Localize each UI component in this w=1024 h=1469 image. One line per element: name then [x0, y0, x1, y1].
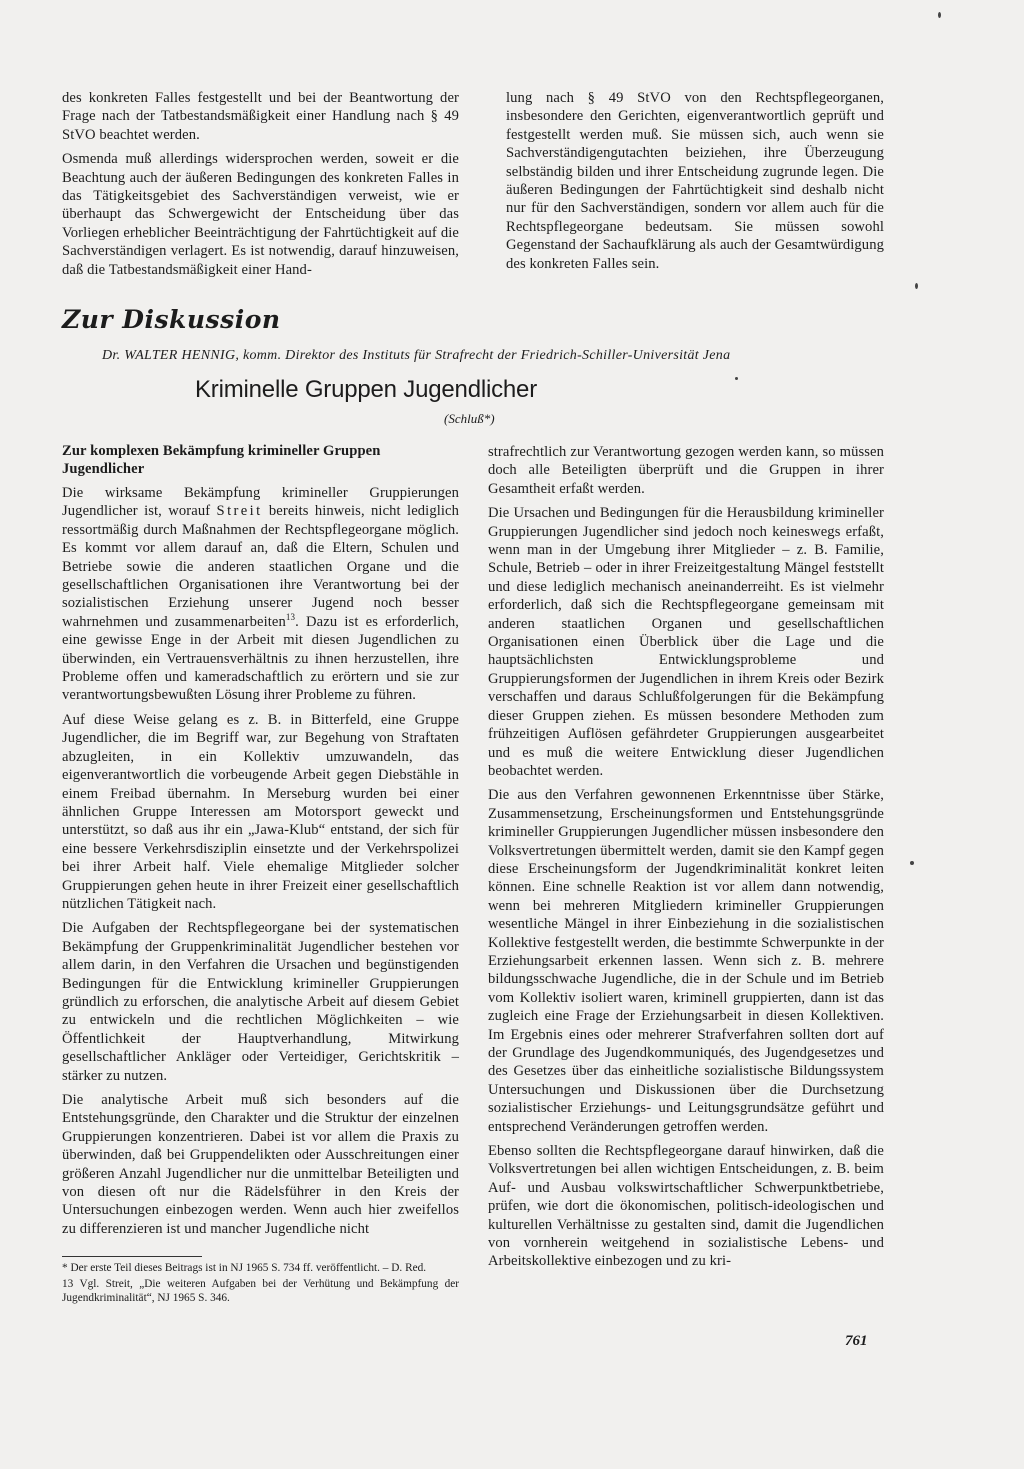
footnote-reference: 13 — [285, 611, 296, 622]
paragraph: Die analytische Arbeit muß sich besonders auf die Entstehungsgründe, den Charakter und die Struktur der einzelnen Gruppierungen konzentrieren. Dabei ist vor allem die Praxis zu überwinden, daß bei Gruppendelikten oder Ausschreitungen einer größeren Anzahl Jugendlicher nur die unmittelbar Beteiligten und von diesen oft nur die Rädelsführer in den Kreis der Untersuchungen einbezogen werden. Wenn auch hier zweifellos zu differenzieren ist und mancher Jugendliche nicht — [62, 1092, 459, 1237]
paragraph: Die aus den Verfahren gewonnenen Erkenntnisse über Stärke, Zusammensetzung, Erscheinungsformen und Entstehungsgründe krimineller Gruppierungen Jugendlicher müssen insbesondere den Volksvertretungen übermittelt werden, damit sie den Kampf gegen diese Erscheinungsform der Jugendkriminalität konkret leiten können. Eine schnelle Reaktion ist vor allem dann notwendig, wenn bei mehreren Mitgliedern krimineller Gruppierungen wesentliche Mängel in ihrer Einbeziehung in die sozialistischen Kollektive festgestellt werden, die bestimmte Schwerpunkte in der Erziehungsarbeit erkennen lassen. Wenn sich z. B. mehrere bildungsschwache Jugendliche, die in der Schule und im Betrieb vom Kollektiv isoliert waren, kriminell gruppierten, dann ist das zugleich eine Frage der Erziehungsarbeit in diesen Kollektiven. Im Ergebnis eines oder mehrerer Strafverfahren sollten dort auf der Grundlage des Jugendkommuniqués, des Jugendgesetzes und des Gesetzes über das einheitliche sozialistische Bildungssystem Untersuchungen und Diskussionen über die Durchsetzung sozialistischer Erziehungs- und Leitungsgrundsätze geführt und entsprechend Veränderungen getroffen werden. — [488, 787, 884, 1135]
top-right-column — [506, 89, 884, 273]
subheading: Zur komplexen Bekämpfung krimineller Gruppen Jugendlicher — [62, 443, 381, 477]
scan-speck — [735, 377, 738, 380]
paragraph: Die Aufgaben der Rechtspflegeorgane bei der systematischen Bekämpfung der Gruppenkriminalität Jugendlicher bestehen vor allem darin, in den Verfahren die Ursachen und begünstigenden Bedingungen für die Entwicklung krimineller Gruppierungen gründlich zu erforschen, die analytische Arbeit auf diesem Gebiet zu entwickeln und die rechtlichen Möglichkeiten – wie Öffentlichkeit der Hauptverhandlung, Mitwirkung gesellschaftlicher Ankläger oder Verteidiger, Gerichtskritik – stärker zu nutzen. — [62, 920, 459, 1084]
main-right-column — [488, 443, 884, 1271]
scan-speck — [938, 12, 941, 18]
article-title: Kriminelle Gruppen Jugendlicher — [195, 376, 537, 403]
footnotes — [62, 1262, 459, 1305]
footnote: 13 Vgl. Streit, „Die weiteren Aufgaben bei der Verhütung und Bekämpfung der Jugendkriminalität“, NJ 1965 S. 346. — [62, 1278, 459, 1304]
paragraph: Ebenso sollten die Rechtspflegeorgane darauf hinwirken, daß die Volksvertretungen bei allen wichtigen Entscheidungen, z. B. beim Auf- und Ausbau volkswirtschaftlicher Schwerpunktbetriebe, prüfen, wie dort die ökonomischen, politisch-ideologischen und kulturellen Verhältnisse zu gestalten sind, damit die Jugendlichen von vornherein weitgehend in sozialistische Lebens- und Arbeitskollektive einbezogen und zu kri- — [488, 1143, 884, 1270]
top-left-column — [62, 89, 459, 279]
paragraph: Osmenda muß allerdings widersprochen werden, soweit er die Beachtung auch der äußeren Bedingungen des konkreten Falles in das Tätigkeitsgebiet des Sachverständigen verweist, wie er überhaupt das Schwergewicht der Entscheidung über das Vorliegen erheblicher Beeinträchtigung der Fahrtüchtigkeit auf die Sachverständigen verlagert. Es ist notwendig, darauf hinzuweisen, daß die Tatbestandsmäßigkeit einer Hand- — [62, 151, 459, 278]
paragraph: des konkreten Falles festgestellt und bei der Beantwortung der Frage nach der Tatbestandsmäßigkeit einer Handlung nach § 49 StVO beachtet werden. — [62, 90, 459, 143]
author-byline: Dr. WALTER HENNIG, komm. Direktor des Instituts für Strafrecht der Friedrich-Schiller-Universität Jena — [102, 348, 731, 363]
footnote-divider — [62, 1256, 202, 1257]
paragraph: strafrechtlich zur Verantwortung gezogen werden kann, so müssen doch alle Beteiligten überprüft und die Gruppen in ihrer Gesamtheit erfaßt werden. — [488, 444, 884, 497]
paragraph: Die Ursachen und Bedingungen für die Herausbildung krimineller Gruppierungen Jugendlicher sind jedoch noch keineswegs erfaßt, wenn man in der Umgebung ihrer Mitglieder – z. B. Familie, Schule, Betrieb – oder in ihrer Freizeitgestaltung Mängel feststellt und diese lediglich mechanisch aneinanderreiht. Es ist vielmehr erforderlich, daß sich die Rechtspflegeorgane gemeinsam mit anderen staatlichen Organen und gesellschaftlichen Organisationen einen Überblick über die Lage und die hauptsächlichsten Entwicklungsprobleme und Gruppierungsformen der Jugendlichen in ihrem Kreis oder Bezirk verschaffen und daraus Schlußfolgerungen für die Bekämpfung dieser Gruppen ziehen. Es müssen besondere Methoden zum frühzeitigen Auflösen gefährdeter Gruppierungen ausgearbeitet und es muß die weitere Entwicklung dieser Jugendlichen beobachtet werden. — [488, 505, 884, 779]
article-subtitle: (Schluß*) — [444, 411, 495, 426]
section-title: Zur Diskussion — [62, 305, 281, 334]
main-left-column — [62, 442, 459, 1238]
author-name-spaced: Streit — [216, 503, 263, 520]
page-number: 761 — [845, 1333, 868, 1349]
paragraph: Auf diese Weise gelang es z. B. in Bitterfeld, eine Gruppe Jugendlicher, die im Begriff war, zur Begehung von Straftaten abzugleiten, in ein Kollektiv umzuwandeln, das eigenverantwortlich die vorbeugende Arbeit gegen Diebstähle in einem Freibad übernahm. In Merseburg wurden bei einer ähnlichen Gruppe Interessen am Motorsport geweckt und unterstützt, so daß aus ihr ein „Jawa-Klub“ entstand, der sich für eine bessere Verkehrsdisziplin einsetzte und der Verkehrspolizei bei ihrer Arbeit half. Viele ehemalige Mitglieder solcher Gruppierungen gehen heute in ihrer Freizeit einer gesellschaftlich nützlichen Tätigkeit nach. — [62, 711, 459, 912]
paragraph — [62, 484, 459, 705]
text-run: Die wirksame Bekämpfung krimineller Gruppierungen Jugendlicher ist, worauf — [62, 485, 459, 520]
text-run: bereits hinweis, nicht lediglich ressortmäßig durch Maßnahmen der Rechtspflegeorgane möglich. Es kommt vor allem darauf an, daß die Eltern, Schulen und Betriebe sowie die anderen staatlichen Organe und die gesellschaftlichen Organisationen ihre Verantwortung bei der sozialistischen Erziehung unserer Jugend noch besser wahrnehmen und zusammenarbeiten — [62, 503, 460, 630]
paragraph: lung nach § 49 StVO von den Rechtspflegeorganen, insbesondere den Gerichten, eigenverantwortlich geprüft und festgestellt werden muß. Sie müssen sich, auch wenn sie Sachverständigengutachten beiziehen, ihre Überzeugung selbständig bilden und ihrer Entscheidung zugrunde legen. Die äußeren Bedingungen der Fahrtüchtigkeit sind deshalb nicht nur für den Sachverständigen, sondern vor allem auch für die Rechtspflegeorgane bedeutsam. Sie müssen sowohl Gegenstand der Sachaufklärung als auch der Gesamtwürdigung des konkreten Falles sein. — [506, 90, 884, 272]
footnote: * Der erste Teil dieses Beitrags ist in NJ 1965 S. 734 ff. veröffentlicht. – D. Red. — [62, 1262, 427, 1274]
scan-speck — [915, 283, 918, 289]
scan-speck — [910, 861, 914, 865]
text-run: . Dazu ist es erforderlich, eine gewisse Enge in der Arbeit mit diesen Jugendlichen zu überwinden, ein Vertrauensverhältnis zu ihnen herzustellen, ihre Probleme offen und kameradschaftlich zu erörtern und sie zur verantwortungsbewußten Lösung ihrer Probleme zu führen. — [62, 613, 459, 704]
